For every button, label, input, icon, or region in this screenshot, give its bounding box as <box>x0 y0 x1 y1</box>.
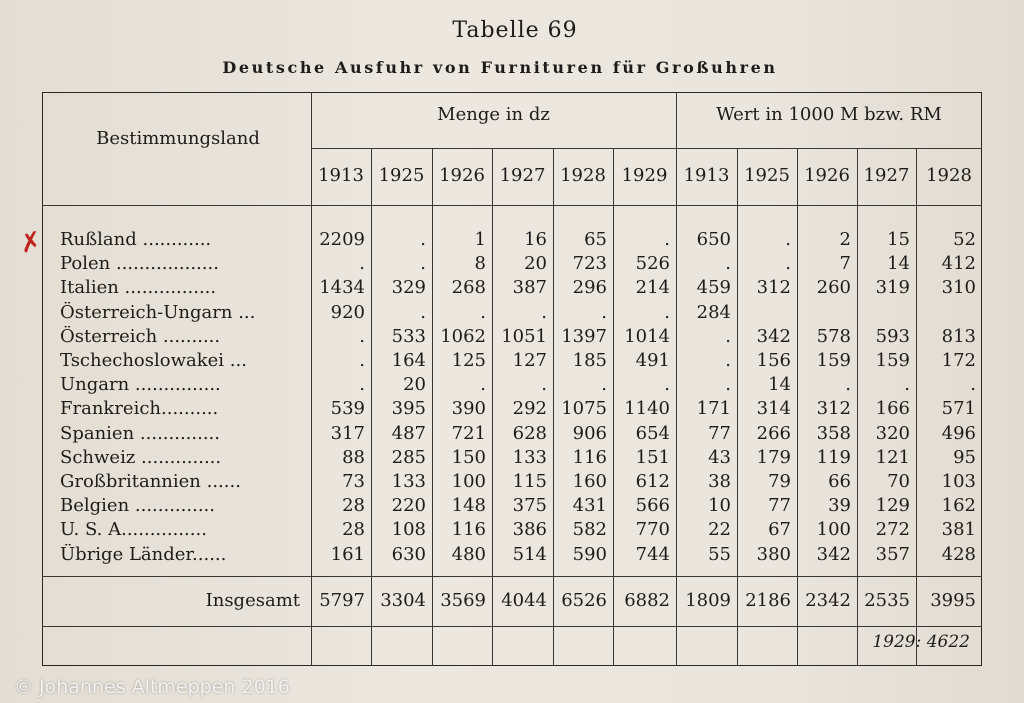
value-cell: 14 <box>768 374 791 396</box>
value-cell: 66 <box>828 471 851 492</box>
value-cell: . <box>541 374 547 396</box>
value-cell: 480 <box>451 543 486 565</box>
value-cell: 2186 <box>745 590 791 611</box>
value-cell: 116 <box>451 519 486 541</box>
value-cell: . <box>420 253 426 275</box>
header-bottom-rule <box>42 205 982 206</box>
value-cell: . <box>785 229 791 250</box>
value-cell: . <box>480 301 486 323</box>
value-cell: 1014 <box>624 325 670 347</box>
total-top-rule <box>42 576 982 577</box>
table-row <box>0 253 1024 277</box>
table-subtitle: Deutsche Ausfuhr von Furnituren für Großuhren <box>222 58 778 77</box>
value-cell: 220 <box>391 495 426 517</box>
value-cell: 314 <box>756 398 791 420</box>
value-cell: . <box>420 301 426 323</box>
value-cell: 159 <box>875 350 910 371</box>
value-cell: 813 <box>941 325 976 347</box>
value-cell: 150 <box>451 446 486 468</box>
value-cell: 3995 <box>930 590 976 611</box>
value-cell: 390 <box>451 398 486 420</box>
value-cell: 272 <box>875 519 910 541</box>
value-cell: 6526 <box>561 590 607 611</box>
value-cell: 172 <box>941 350 976 371</box>
value-cell: 70 <box>887 471 910 492</box>
value-cell: 100 <box>451 471 486 492</box>
value-cell: 723 <box>572 253 607 275</box>
value-cell: 1434 <box>319 277 365 299</box>
table-row <box>0 447 1024 471</box>
year-header-wert: 1928 <box>926 165 972 186</box>
value-cell: 55 <box>708 543 731 565</box>
value-cell: 312 <box>816 398 851 420</box>
value-cell: 342 <box>756 325 791 347</box>
value-cell: 4044 <box>501 590 547 611</box>
value-cell: 329 <box>391 277 426 299</box>
value-cell: 395 <box>391 398 426 420</box>
value-cell: 166 <box>875 398 910 420</box>
value-cell: 628 <box>512 422 547 444</box>
value-cell: 43 <box>708 446 731 468</box>
value-cell: . <box>359 325 365 347</box>
value-cell: 125 <box>451 350 486 371</box>
value-cell: 317 <box>330 422 365 444</box>
value-cell: 151 <box>635 446 670 468</box>
total-bottom-rule <box>42 626 982 627</box>
value-cell: 268 <box>451 277 486 299</box>
value-cell: 214 <box>635 277 670 299</box>
country-name: Spanien .............. <box>60 422 221 444</box>
value-cell: . <box>785 253 791 275</box>
table-row <box>0 374 1024 398</box>
value-cell: 65 <box>584 229 607 250</box>
value-cell: 115 <box>512 471 547 492</box>
value-cell: . <box>664 374 670 396</box>
value-cell: 533 <box>391 325 426 347</box>
table-row <box>0 495 1024 519</box>
value-cell: 5797 <box>319 590 365 611</box>
country-name: Schweiz .............. <box>60 446 222 468</box>
value-cell: 431 <box>572 495 607 517</box>
value-cell: 312 <box>756 277 791 299</box>
value-cell: 1051 <box>501 325 547 347</box>
country-name: Italien ................ <box>60 277 217 299</box>
value-cell: . <box>541 301 547 323</box>
value-cell: 2 <box>839 229 851 250</box>
country-name: U. S. A............... <box>60 519 207 541</box>
value-cell: 310 <box>941 277 976 299</box>
value-cell: 380 <box>756 543 791 565</box>
footnote: 1929: 4622 <box>872 632 970 652</box>
value-cell: 28 <box>342 495 365 517</box>
value-cell: 116 <box>572 446 607 468</box>
value-cell: 156 <box>756 350 791 371</box>
value-cell: 612 <box>635 471 670 492</box>
value-cell: . <box>725 253 731 275</box>
value-cell: 129 <box>875 495 910 517</box>
value-cell: 20 <box>403 374 426 396</box>
table-row <box>0 398 1024 422</box>
value-cell: 920 <box>330 301 365 323</box>
value-cell: 162 <box>941 495 976 517</box>
value-cell: 292 <box>512 398 547 420</box>
value-cell: . <box>725 350 731 371</box>
value-cell: . <box>970 374 976 396</box>
value-cell: 2342 <box>805 590 851 611</box>
value-cell: 133 <box>512 446 547 468</box>
value-cell: 630 <box>391 543 426 565</box>
value-cell: 121 <box>875 446 910 468</box>
value-cell: 412 <box>941 253 976 275</box>
country-name: Polen .................. <box>60 253 219 275</box>
value-cell: 185 <box>572 350 607 371</box>
value-cell: 7 <box>839 253 851 275</box>
year-header-menge: 1926 <box>439 165 485 186</box>
margin-mark-icon: ✗ <box>17 226 45 260</box>
value-cell: 171 <box>696 398 731 420</box>
value-cell: 8 <box>474 253 486 275</box>
table-row <box>0 229 1024 253</box>
total-row <box>0 590 1024 614</box>
value-cell: 88 <box>342 446 365 468</box>
country-name: Ungarn ............... <box>60 374 221 396</box>
value-cell: 6882 <box>624 590 670 611</box>
value-cell: . <box>725 325 731 347</box>
year-header-wert: 1927 <box>863 165 910 186</box>
value-cell: . <box>664 301 670 323</box>
value-cell: 319 <box>875 277 910 299</box>
value-cell: 459 <box>696 277 731 299</box>
country-name: Tschechoslowakei ... <box>60 350 247 371</box>
table-row <box>0 326 1024 350</box>
total-label: Insgesamt <box>205 590 300 611</box>
value-cell: . <box>845 374 851 396</box>
value-cell: 650 <box>696 229 731 250</box>
value-cell: 1140 <box>624 398 670 420</box>
value-cell: . <box>359 374 365 396</box>
value-cell: 496 <box>941 422 976 444</box>
value-cell: 1397 <box>561 325 607 347</box>
value-cell: 159 <box>816 350 851 371</box>
value-cell: 358 <box>816 422 851 444</box>
table-row <box>0 277 1024 301</box>
year-header-menge: 1913 <box>318 165 364 186</box>
table-row <box>0 350 1024 374</box>
value-cell: 100 <box>816 519 851 541</box>
country-name: Großbritannien ...... <box>60 471 241 492</box>
value-cell: 284 <box>696 301 731 323</box>
value-cell: 721 <box>451 422 486 444</box>
value-cell: 77 <box>768 495 791 517</box>
value-cell: . <box>480 374 486 396</box>
value-cell: 38 <box>708 471 731 492</box>
year-header-menge: 1929 <box>621 165 668 186</box>
value-cell: 103 <box>941 471 976 492</box>
table-row <box>0 519 1024 543</box>
value-cell: 95 <box>953 446 976 468</box>
value-cell: 164 <box>391 350 426 371</box>
value-cell: . <box>420 229 426 250</box>
value-cell: 15 <box>887 229 910 250</box>
wert-group-header: Wert in 1000 M bzw. RM <box>716 104 942 125</box>
value-cell: 1075 <box>561 398 607 420</box>
value-cell: 296 <box>572 277 607 299</box>
value-cell: 3569 <box>440 590 486 611</box>
value-cell: 428 <box>941 543 976 565</box>
value-cell: 381 <box>941 519 976 541</box>
value-cell: 73 <box>342 471 365 492</box>
value-cell: 654 <box>635 422 670 444</box>
year-header-wert: 1913 <box>683 165 730 186</box>
year-header-menge: 1928 <box>560 165 606 186</box>
value-cell: . <box>904 374 910 396</box>
value-cell: 160 <box>572 471 607 492</box>
value-cell: 491 <box>635 350 670 371</box>
value-cell: 39 <box>828 495 851 517</box>
value-cell: 10 <box>708 495 731 517</box>
value-cell: 127 <box>512 350 547 371</box>
country-name: Übrige Länder...... <box>60 543 227 565</box>
value-cell: . <box>359 253 365 275</box>
value-cell: 566 <box>635 495 670 517</box>
country-name: Belgien .............. <box>60 495 215 517</box>
value-cell: . <box>664 229 670 250</box>
value-cell: 260 <box>816 277 851 299</box>
year-header-menge: 1925 <box>378 165 425 186</box>
value-cell: 539 <box>330 398 365 420</box>
value-cell: . <box>601 301 607 323</box>
value-cell: 1062 <box>440 325 486 347</box>
table-row <box>0 302 1024 326</box>
year-header-wert: 1926 <box>804 165 850 186</box>
value-cell: 28 <box>342 519 365 541</box>
value-cell: 744 <box>635 543 670 565</box>
value-cell: 266 <box>756 422 791 444</box>
country-column-header: Bestimmungsland <box>96 128 260 149</box>
value-cell: . <box>359 350 365 371</box>
value-cell: 22 <box>708 519 731 541</box>
value-cell: 571 <box>941 398 976 420</box>
value-cell: 320 <box>875 422 910 444</box>
value-cell: 108 <box>391 519 426 541</box>
year-header-wert: 1925 <box>744 165 790 186</box>
value-cell: 2535 <box>864 590 910 611</box>
value-cell: 3304 <box>380 590 426 611</box>
value-cell: 148 <box>451 495 486 517</box>
value-cell: 578 <box>816 325 851 347</box>
value-cell: 1809 <box>685 590 731 611</box>
table-row <box>0 544 1024 568</box>
value-cell: 52 <box>953 229 976 250</box>
value-cell: 526 <box>635 253 670 275</box>
value-cell: . <box>725 374 731 396</box>
value-cell: . <box>601 374 607 396</box>
value-cell: 77 <box>708 422 731 444</box>
table-row <box>0 471 1024 495</box>
value-cell: 161 <box>330 543 365 565</box>
value-cell: 79 <box>768 471 791 492</box>
value-cell: 1 <box>474 229 486 250</box>
menge-group-header: Menge in dz <box>437 104 550 125</box>
value-cell: 285 <box>391 446 426 468</box>
table-title: Tabelle 69 <box>452 18 578 43</box>
value-cell: 386 <box>512 519 547 541</box>
year-header-menge: 1927 <box>499 165 546 186</box>
value-cell: 67 <box>768 519 791 541</box>
value-cell: 514 <box>512 543 547 565</box>
value-cell: 906 <box>572 422 607 444</box>
value-cell: 20 <box>524 253 547 275</box>
value-cell: 14 <box>887 253 910 275</box>
value-cell: 387 <box>512 277 547 299</box>
value-cell: 590 <box>572 543 607 565</box>
value-cell: 342 <box>816 543 851 565</box>
value-cell: 357 <box>875 543 910 565</box>
country-name: Frankreich.......... <box>60 398 219 420</box>
value-cell: 179 <box>756 446 791 468</box>
value-cell: 582 <box>572 519 607 541</box>
value-cell: 16 <box>524 229 547 250</box>
value-cell: 119 <box>816 446 851 468</box>
value-cell: 770 <box>635 519 670 541</box>
country-name: Österreich-Ungarn ... <box>60 301 256 323</box>
country-name: Österreich .......... <box>60 325 221 347</box>
value-cell: 487 <box>391 422 426 444</box>
country-name: Rußland ............ <box>60 229 212 250</box>
value-cell: 375 <box>512 495 547 517</box>
table-row <box>0 423 1024 447</box>
copyright-watermark: © Johannes Altmeppen 2016 <box>14 676 290 698</box>
value-cell: 2209 <box>319 229 365 250</box>
value-cell: 593 <box>875 325 910 347</box>
group-header-rule <box>311 148 982 149</box>
value-cell: 133 <box>391 471 426 492</box>
